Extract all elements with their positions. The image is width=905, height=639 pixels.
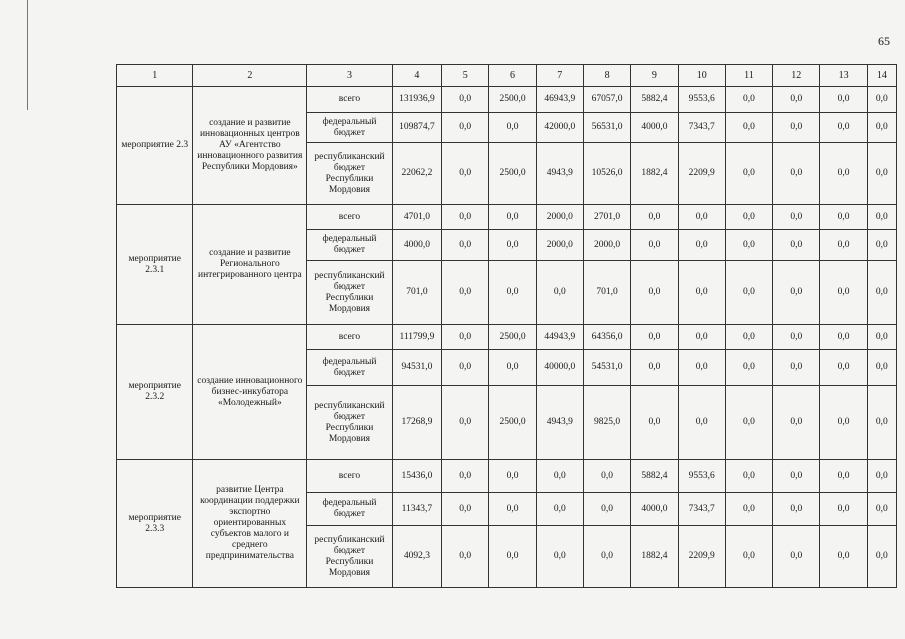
value-cell: 22062,2 <box>392 143 441 205</box>
value-cell: 2209,9 <box>678 526 725 588</box>
value-cell: 42000,0 <box>536 113 583 143</box>
value-cell: 0,0 <box>867 205 896 230</box>
funding-source: республиканский бюджет Республики Мордовия <box>307 261 393 325</box>
funding-source: республиканский бюджет Республики Мордовия <box>307 526 393 588</box>
value-cell: 131936,9 <box>392 87 441 113</box>
funding-source: федеральный бюджет <box>307 230 393 261</box>
column-header: 6 <box>489 65 536 87</box>
column-header: 2 <box>193 65 307 87</box>
value-cell: 0,0 <box>678 386 725 460</box>
value-cell: 0,0 <box>442 230 489 261</box>
value-cell: 0,0 <box>725 230 772 261</box>
column-header: 13 <box>820 65 867 87</box>
value-cell: 40000,0 <box>536 350 583 386</box>
value-cell: 0,0 <box>820 261 867 325</box>
value-cell: 0,0 <box>867 526 896 588</box>
value-cell: 0,0 <box>442 493 489 526</box>
value-cell: 2209,9 <box>678 143 725 205</box>
value-cell: 0,0 <box>583 526 630 588</box>
value-cell: 0,0 <box>725 325 772 350</box>
value-cell: 0,0 <box>678 261 725 325</box>
value-cell: 0,0 <box>773 460 820 493</box>
value-cell: 0,0 <box>773 143 820 205</box>
value-cell: 0,0 <box>867 493 896 526</box>
measure-code: мероприятие 2.3.1 <box>117 205 193 325</box>
value-cell: 54531,0 <box>583 350 630 386</box>
value-cell: 0,0 <box>820 325 867 350</box>
value-cell: 0,0 <box>820 350 867 386</box>
value-cell: 0,0 <box>442 113 489 143</box>
value-cell: 2500,0 <box>489 87 536 113</box>
value-cell: 0,0 <box>631 325 678 350</box>
value-cell: 0,0 <box>442 87 489 113</box>
value-cell: 10526,0 <box>583 143 630 205</box>
value-cell: 2500,0 <box>489 143 536 205</box>
value-cell: 0,0 <box>442 386 489 460</box>
value-cell: 0,0 <box>725 261 772 325</box>
table-row <box>117 87 897 113</box>
value-cell: 0,0 <box>489 460 536 493</box>
value-cell: 11343,7 <box>392 493 441 526</box>
value-cell: 7343,7 <box>678 113 725 143</box>
value-cell: 2000,0 <box>536 205 583 230</box>
page-edge-line <box>27 0 28 110</box>
value-cell: 1882,4 <box>631 143 678 205</box>
value-cell: 0,0 <box>442 460 489 493</box>
column-header: 5 <box>442 65 489 87</box>
value-cell: 0,0 <box>725 460 772 493</box>
value-cell: 44943,9 <box>536 325 583 350</box>
column-header: 14 <box>867 65 896 87</box>
value-cell: 0,0 <box>867 113 896 143</box>
value-cell: 0,0 <box>536 261 583 325</box>
value-cell: 4943,9 <box>536 143 583 205</box>
value-cell: 46943,9 <box>536 87 583 113</box>
value-cell: 0,0 <box>867 143 896 205</box>
value-cell: 0,0 <box>442 350 489 386</box>
value-cell: 0,0 <box>773 493 820 526</box>
value-cell: 0,0 <box>631 350 678 386</box>
value-cell: 4092,3 <box>392 526 441 588</box>
value-cell: 0,0 <box>867 350 896 386</box>
value-cell: 0,0 <box>536 493 583 526</box>
value-cell: 1882,4 <box>631 526 678 588</box>
value-cell: 17268,9 <box>392 386 441 460</box>
value-cell: 0,0 <box>820 230 867 261</box>
measure-description: создание и развитие инновационных центров АУ «Агентство инновационного развития Республики Мордовия» <box>193 87 307 205</box>
value-cell: 0,0 <box>678 325 725 350</box>
value-cell: 9553,6 <box>678 460 725 493</box>
measure-code: мероприятие 2.3.3 <box>117 460 193 588</box>
value-cell: 64356,0 <box>583 325 630 350</box>
value-cell: 0,0 <box>442 325 489 350</box>
funding-source: федеральный бюджет <box>307 493 393 526</box>
value-cell: 15436,0 <box>392 460 441 493</box>
value-cell: 0,0 <box>631 230 678 261</box>
column-header: 9 <box>631 65 678 87</box>
column-header: 3 <box>307 65 393 87</box>
value-cell: 0,0 <box>725 386 772 460</box>
value-cell: 2000,0 <box>536 230 583 261</box>
value-cell: 0,0 <box>773 230 820 261</box>
measure-code: мероприятие 2.3.2 <box>117 325 193 460</box>
value-cell: 0,0 <box>442 526 489 588</box>
value-cell: 0,0 <box>489 205 536 230</box>
value-cell: 0,0 <box>773 526 820 588</box>
value-cell: 0,0 <box>725 350 772 386</box>
funding-source: всего <box>307 325 393 350</box>
value-cell: 0,0 <box>867 460 896 493</box>
value-cell: 4943,9 <box>536 386 583 460</box>
column-header: 10 <box>678 65 725 87</box>
value-cell: 0,0 <box>489 526 536 588</box>
value-cell: 0,0 <box>820 526 867 588</box>
value-cell: 0,0 <box>773 261 820 325</box>
value-cell: 0,0 <box>725 113 772 143</box>
table-row <box>117 205 897 230</box>
table-row <box>117 460 897 493</box>
funding-source: федеральный бюджет <box>307 350 393 386</box>
funding-source: всего <box>307 460 393 493</box>
value-cell: 94531,0 <box>392 350 441 386</box>
value-cell: 0,0 <box>773 87 820 113</box>
value-cell: 67057,0 <box>583 87 630 113</box>
value-cell: 0,0 <box>820 386 867 460</box>
value-cell: 701,0 <box>583 261 630 325</box>
value-cell: 2500,0 <box>489 386 536 460</box>
measure-description: создание и развитие Регионального интегрированного центра <box>193 205 307 325</box>
value-cell: 701,0 <box>392 261 441 325</box>
column-header: 8 <box>583 65 630 87</box>
value-cell: 0,0 <box>678 350 725 386</box>
value-cell: 4000,0 <box>392 230 441 261</box>
column-header: 11 <box>725 65 772 87</box>
value-cell: 2701,0 <box>583 205 630 230</box>
value-cell: 0,0 <box>725 143 772 205</box>
value-cell: 0,0 <box>583 493 630 526</box>
value-cell: 4000,0 <box>631 493 678 526</box>
column-header: 4 <box>392 65 441 87</box>
page-number: 65 <box>878 34 890 48</box>
value-cell: 0,0 <box>820 460 867 493</box>
value-cell: 0,0 <box>725 87 772 113</box>
value-cell: 0,0 <box>820 113 867 143</box>
value-cell: 0,0 <box>583 460 630 493</box>
value-cell: 109874,7 <box>392 113 441 143</box>
value-cell: 0,0 <box>725 493 772 526</box>
value-cell: 0,0 <box>773 113 820 143</box>
column-header: 12 <box>773 65 820 87</box>
measure-description: создание инновационного бизнес-инкубатора «Молодежный» <box>193 325 307 460</box>
value-cell: 0,0 <box>489 113 536 143</box>
value-cell: 9553,6 <box>678 87 725 113</box>
value-cell: 0,0 <box>773 205 820 230</box>
header-row <box>117 65 897 87</box>
value-cell: 56531,0 <box>583 113 630 143</box>
value-cell: 0,0 <box>631 386 678 460</box>
column-header: 7 <box>536 65 583 87</box>
value-cell: 0,0 <box>867 386 896 460</box>
value-cell: 0,0 <box>678 205 725 230</box>
value-cell: 0,0 <box>867 230 896 261</box>
value-cell: 111799,9 <box>392 325 441 350</box>
value-cell: 0,0 <box>678 230 725 261</box>
value-cell: 0,0 <box>867 87 896 113</box>
value-cell: 0,0 <box>820 143 867 205</box>
value-cell: 0,0 <box>867 261 896 325</box>
value-cell: 0,0 <box>442 143 489 205</box>
value-cell: 0,0 <box>442 205 489 230</box>
value-cell: 0,0 <box>489 261 536 325</box>
value-cell: 4000,0 <box>631 113 678 143</box>
value-cell: 0,0 <box>773 386 820 460</box>
value-cell: 0,0 <box>442 261 489 325</box>
value-cell: 0,0 <box>725 526 772 588</box>
value-cell: 5882,4 <box>631 87 678 113</box>
value-cell: 2000,0 <box>583 230 630 261</box>
value-cell: 5882,4 <box>631 460 678 493</box>
funding-source: всего <box>307 205 393 230</box>
value-cell: 9825,0 <box>583 386 630 460</box>
value-cell: 0,0 <box>725 205 772 230</box>
value-cell: 0,0 <box>773 350 820 386</box>
value-cell: 2500,0 <box>489 325 536 350</box>
value-cell: 0,0 <box>489 493 536 526</box>
table-row <box>117 325 897 350</box>
value-cell: 4701,0 <box>392 205 441 230</box>
value-cell: 0,0 <box>867 325 896 350</box>
value-cell: 0,0 <box>536 526 583 588</box>
value-cell: 0,0 <box>820 205 867 230</box>
value-cell: 7343,7 <box>678 493 725 526</box>
column-header: 1 <box>117 65 193 87</box>
value-cell: 0,0 <box>631 261 678 325</box>
value-cell: 0,0 <box>773 325 820 350</box>
budget-table <box>116 64 897 588</box>
funding-source: всего <box>307 87 393 113</box>
funding-source: республиканский бюджет Республики Мордовия <box>307 143 393 205</box>
value-cell: 0,0 <box>489 230 536 261</box>
funding-source: республиканский бюджет Республики Мордовия <box>307 386 393 460</box>
value-cell: 0,0 <box>489 350 536 386</box>
funding-source: федеральный бюджет <box>307 113 393 143</box>
value-cell: 0,0 <box>536 460 583 493</box>
value-cell: 0,0 <box>631 205 678 230</box>
value-cell: 0,0 <box>820 87 867 113</box>
measure-code: мероприятие 2.3 <box>117 87 193 205</box>
value-cell: 0,0 <box>820 493 867 526</box>
measure-description: развитие Центра координации поддержки экспортно ориентированных субъектов малого и среднего предпринимательства <box>193 460 307 588</box>
